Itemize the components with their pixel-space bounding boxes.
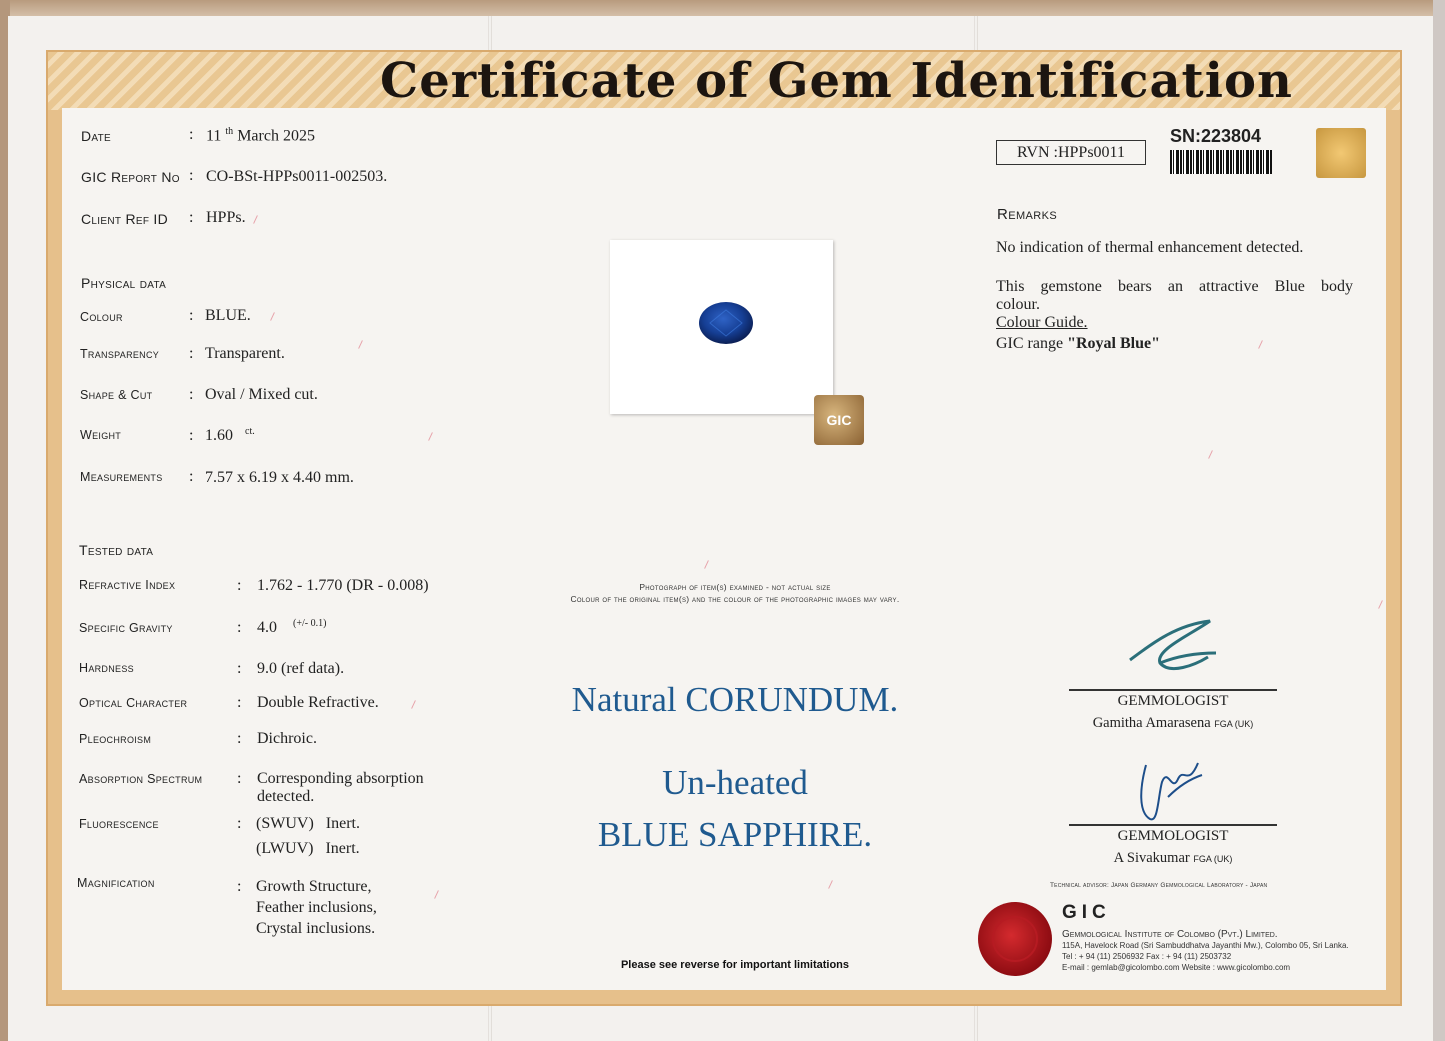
colon: : xyxy=(237,694,242,711)
absorption-spectrum-value: Corresponding absorption xyxy=(257,770,424,787)
physical-data-heading: Physical data xyxy=(81,275,167,291)
remarks-line-3: colour. xyxy=(996,296,1040,313)
gic-logo: GIC xyxy=(1062,902,1111,923)
signature-1 xyxy=(1120,615,1220,687)
magnification-value-2: Feather inclusions, xyxy=(256,899,377,916)
remarks-heading: Remarks xyxy=(997,206,1058,223)
gemmologist-2-role: GEMMOLOGIST xyxy=(1117,828,1229,844)
gemmologist-1-name: Gamitha Amarasena FGA (UK) xyxy=(1092,715,1254,731)
issuer-phone: Tel : + 94 (11) 2506932 Fax : + 94 (11) 2503732 xyxy=(1062,952,1232,961)
optical-character-label: Optical Character xyxy=(79,696,188,710)
date-value: 11 $^{th}$ March 2025 xyxy=(206,126,315,145)
hologram-sticker xyxy=(1316,128,1366,178)
specific-gravity-value: 4.0 $^{(+/- 0.1)}$ xyxy=(257,618,327,636)
tested-data-heading: Tested data xyxy=(79,542,154,558)
measurements-value: 7.57 x 6.19 x 4.40 mm. xyxy=(205,469,354,486)
transparency-label: Transparency xyxy=(80,347,160,361)
colon: : xyxy=(237,660,242,677)
hardness-label: Hardness xyxy=(79,661,134,675)
fluorescence-label: Fluorescence xyxy=(79,817,159,831)
optical-character-value: Double Refractive. xyxy=(257,694,379,711)
gem-photo xyxy=(610,240,833,414)
barcode xyxy=(1170,150,1272,174)
colon: : xyxy=(189,126,194,143)
issuer-email: E-mail : gemlab@gicolombo.com Website : www.gicolombo.com xyxy=(1062,963,1291,972)
signature-2 xyxy=(1128,757,1208,825)
colon: : xyxy=(189,345,194,362)
refractive-index-label: Refractive Index xyxy=(79,578,176,592)
fluorescence-lwuv: (LWUV) Inert. xyxy=(256,840,360,857)
colon: : xyxy=(189,427,194,444)
pleochroism-label: Pleochroism xyxy=(79,732,152,746)
colon: : xyxy=(189,386,194,403)
hardness-value: 9.0 (ref data). xyxy=(257,660,345,677)
wax-seal xyxy=(978,902,1052,976)
weight-label: Weight xyxy=(80,428,122,442)
colour-value: BLUE. xyxy=(205,307,251,324)
magnification-value-1: Growth Structure, xyxy=(256,878,372,895)
transparency-value: Transparent. xyxy=(205,345,285,362)
signature-line-1 xyxy=(1069,689,1277,691)
colon: : xyxy=(237,577,242,594)
issuer-address: 115A, Havelock Road (Sri Sambuddhatva Jayanthi Mw.), Colombo 05, Sri Lanka. xyxy=(1062,941,1349,950)
result-treatment: Un-heated xyxy=(662,763,808,802)
colon: : xyxy=(189,209,194,226)
wax-seal-emblem xyxy=(992,916,1038,962)
result-species: Natural CORUNDUM. xyxy=(571,680,899,719)
photo-caption-1: Photograph of item(s) examined - not actual size xyxy=(639,582,831,592)
remarks-line-1: No indication of thermal enhancement detected. xyxy=(996,239,1304,256)
gemmologist-1-role: GEMMOLOGIST xyxy=(1117,693,1229,709)
pleochroism-value: Dichroic. xyxy=(257,730,317,747)
colon: : xyxy=(237,815,242,832)
weight-value: 1.60 $^{ct.}$ xyxy=(205,426,255,444)
colon: : xyxy=(189,468,194,485)
colon: : xyxy=(237,619,242,636)
colon: : xyxy=(189,167,194,184)
signature-line-2 xyxy=(1069,824,1277,826)
magnification-value-3: Crystal inclusions. xyxy=(256,920,376,937)
blue-sapphire-gem xyxy=(699,302,753,344)
absorption-spectrum-label: Absorption Spectrum xyxy=(79,772,203,786)
shape-cut-label: Shape & Cut xyxy=(80,388,153,402)
certificate-title: Certificate of Gem Identification xyxy=(380,53,1293,109)
colour-guide-link: Colour Guide. xyxy=(996,314,1088,331)
date-label: Date xyxy=(81,128,112,144)
report-no-label: GIC Report No xyxy=(81,169,180,185)
colon: : xyxy=(237,770,242,787)
colon: : xyxy=(237,730,242,747)
photo-caption-2: Colour of the original item(s) and the colour of the photographic images may vary. xyxy=(570,594,900,604)
report-no-value: CO-BSt-HPPs0011-002503. xyxy=(206,168,388,185)
client-ref-label: Client Ref ID xyxy=(81,211,169,227)
colon: : xyxy=(189,307,194,324)
refractive-index-value: 1.762 - 1.770 (DR - 0.008) xyxy=(257,577,429,594)
rvn-box: RVN :HPPs0011 xyxy=(996,140,1146,165)
scan-background-right xyxy=(1433,0,1445,1041)
limitations-note: Please see reverse for important limitations xyxy=(620,959,850,971)
fluorescence-swuv: (SWUV) Inert. xyxy=(256,815,360,832)
shape-cut-value: Oval / Mixed cut. xyxy=(205,386,318,403)
colon: : xyxy=(237,878,242,895)
gemmologist-2-name: A Sivakumar FGA (UK) xyxy=(1113,850,1233,866)
issuer-name: Gemmological Institute of Colombo (Pvt.) Limited. xyxy=(1062,929,1278,940)
client-ref-value: HPPs. xyxy=(206,209,246,226)
gic-hologram-seal: GIC xyxy=(814,395,864,445)
technical-advisor: Technical advisor: Japan Germany Gemmological Laboratory - Japan xyxy=(1050,882,1268,889)
remarks-line-2: This gemstone bears an attractive Blue body xyxy=(996,278,1353,295)
gem-photo-card xyxy=(610,240,833,414)
measurements-label: Measurements xyxy=(80,470,163,484)
absorption-spectrum-value-2: detected. xyxy=(257,788,315,805)
serial-number: SN:223804 xyxy=(1170,126,1262,146)
magnification-label: Magnification xyxy=(77,876,155,890)
specific-gravity-label: Specific Gravity xyxy=(79,621,173,635)
gic-range: GIC range "Royal Blue" xyxy=(996,335,1160,352)
colour-label: Colour xyxy=(80,310,123,324)
result-variety: BLUE SAPPHIRE. xyxy=(597,815,873,854)
